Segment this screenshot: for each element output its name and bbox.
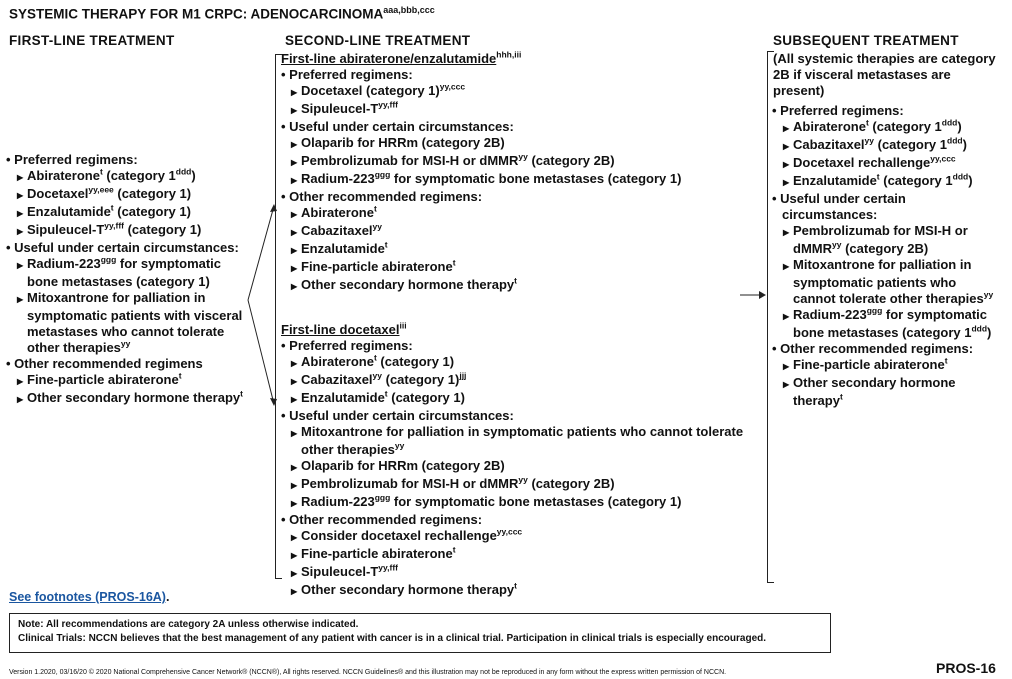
bullet-arrow-icon: ▶ bbox=[291, 551, 298, 560]
doc-other-label: • Other recommended regimens: bbox=[281, 512, 483, 527]
bullet-arrow-icon: ▶ bbox=[17, 209, 24, 218]
note-box bbox=[9, 613, 831, 653]
regimen-item: ▶ Other secondary hormone therapy$^t$ bbox=[281, 277, 751, 295]
subsequent-heading: SUBSEQUENT TREATMENT bbox=[773, 33, 959, 48]
regimen-item: ▶ Olaparib for HRRm (category 2B) bbox=[281, 458, 751, 476]
arrowhead-up bbox=[270, 204, 277, 212]
regimen-item: ▶ Abiraterone$^t$ (category 1) bbox=[281, 354, 751, 372]
bullet-arrow-icon: ▶ bbox=[291, 533, 298, 542]
regimen-item: ▶ Fine-particle abiraterone$^t$ bbox=[6, 372, 246, 390]
bullet-arrow-icon: ▶ bbox=[783, 124, 790, 133]
first-line-column bbox=[6, 152, 246, 408]
regimen-item: ▶ Cabazitaxel$^{yy}$ bbox=[281, 223, 751, 241]
first-other-label: • Other recommended regimens bbox=[6, 356, 203, 371]
regimen-item: ▶ Olaparib for HRRm (category 2B) bbox=[281, 135, 751, 153]
regimen-item: ▶ Sipuleucel-$T^{yy,fff}$ bbox=[281, 564, 751, 582]
note-line-1: Note: All recommendations are category 2A unless otherwise indicated. bbox=[18, 619, 359, 630]
regimen-item: ▶ Radium-$223^{ggg}$ for symptomatic bone metastases (category 1) bbox=[17, 254, 222, 289]
bullet-arrow-icon: ▶ bbox=[291, 210, 298, 219]
arrowhead-right bbox=[759, 291, 766, 299]
regimen-item: ▶ Enzalutamide$^t$ bbox=[281, 241, 751, 259]
subsequent-column bbox=[772, 103, 1000, 409]
regimen-item: ▶ Cabazitaxel$^{yy}$ (category $1^{ddd}$) bbox=[772, 137, 1000, 155]
bullet-arrow-icon: ▶ bbox=[291, 158, 298, 167]
abi-enz-pref-label: • Preferred regimens: bbox=[281, 67, 413, 82]
regimen-item: ▶ Abiraterone$^t$ bbox=[281, 205, 751, 223]
regimen-item: ▶ Mitoxantrone for palliation in symptomatic patients who cannot tolerate other therapies$^{yy}$ bbox=[783, 257, 994, 306]
regimen-item: ▶ Enzalutamide$^t$ (category 1) bbox=[281, 390, 751, 408]
bullet-arrow-icon: ▶ bbox=[17, 395, 24, 404]
regimen-item: ▶ Radium-$223^{ggg}$ for symptomatic bone metastases (category 1) bbox=[281, 494, 751, 512]
abi-enz-useful-label: • Useful under certain circumstances: bbox=[281, 119, 514, 134]
regimen-item: ▶ Cabazitaxel$^{yy}$ (category 1)$^{jjj}$ bbox=[281, 372, 751, 390]
bullet-arrow-icon: ▶ bbox=[783, 142, 790, 151]
regimen-item: ▶ Docetaxel (category 1)$^{yy,ccc}$ bbox=[281, 83, 751, 101]
regimen-item: ▶ Pembrolizumab for MSI-H or dMMR$^{yy}$ (category 2B) bbox=[281, 153, 751, 171]
first-useful-label: • Useful under certain circumstances: bbox=[6, 240, 239, 255]
regimen-item: ▶ Abiraterone$^t$ (category $1^{ddd}$) bbox=[6, 168, 246, 186]
page-title: SYSTEMIC THERAPY FOR M1 CRPC: $ADENOCARCINOMA^{aaa,bbb,ccc}$ bbox=[9, 5, 435, 22]
bullet-arrow-icon: ▶ bbox=[783, 262, 790, 271]
bullet-arrow-icon: ▶ bbox=[291, 499, 298, 508]
arrow-to-docetaxel bbox=[248, 300, 274, 404]
regimen-item: ▶ Docetaxel$^{yy,eee}$ (category 1) bbox=[6, 186, 246, 204]
bullet-arrow-icon: ▶ bbox=[783, 228, 790, 237]
bullet-arrow-icon: ▶ bbox=[291, 569, 298, 578]
regimen-item: ▶ Radium-$223^{ggg}$ for symptomatic bone metastases (category 1) bbox=[281, 171, 751, 189]
bullet-arrow-icon: ▶ bbox=[291, 481, 298, 490]
bullet-arrow-icon: ▶ bbox=[17, 377, 24, 386]
abi-enz-other-label: • Other recommended regimens: bbox=[281, 189, 483, 204]
bullet-arrow-icon: ▶ bbox=[291, 246, 298, 255]
bullet-arrow-icon: ▶ bbox=[291, 395, 298, 404]
bullet-arrow-icon: ▶ bbox=[783, 362, 790, 371]
first-pref-label: • Preferred regimens: bbox=[6, 152, 138, 167]
bullet-arrow-icon: ▶ bbox=[17, 191, 24, 200]
bullet-arrow-icon: ▶ bbox=[291, 359, 298, 368]
regimen-item: ▶ Fine-particle abiraterone$^t$ bbox=[281, 259, 751, 277]
bullet-arrow-icon: ▶ bbox=[17, 227, 24, 236]
regimen-item: ▶ Other secondary hormone therapy$^t$ bbox=[6, 390, 246, 408]
doc-useful-label: • Useful under certain circumstances: bbox=[281, 408, 514, 423]
regimen-item: ▶ Mitoxantrone for palliation in symptomatic patients with visceral metastases who cannot tolerate other therapies$^{yy}$ bbox=[17, 290, 243, 355]
bullet-arrow-icon: ▶ bbox=[291, 264, 298, 273]
doc-pref-label: • Preferred regimens: bbox=[281, 338, 413, 353]
arrow-to-abi-enz bbox=[248, 206, 274, 300]
bullet-arrow-icon: ▶ bbox=[291, 282, 298, 291]
regimen-item: ▶ Enzalutamide$^t$ (category 1) bbox=[6, 204, 246, 222]
bullet-arrow-icon: ▶ bbox=[783, 312, 790, 321]
bullet-arrow-icon: ▶ bbox=[291, 463, 298, 472]
regimen-item: ▶ Pembrolizumab for MSI-H or dMMR$^{yy}$ (category 2B) bbox=[281, 476, 751, 494]
bullet-arrow-icon: ▶ bbox=[291, 429, 298, 438]
sub-pref-label: • Preferred regimens: bbox=[772, 103, 904, 118]
version-line: Version 1.2020, 03/16/20 © 2020 National Comprehensive Cancer Network® (NCCN®), All rights reserved. NCCN Guidelines® and this illustration may not be reproduced in any form without the express written permission of NCCN. bbox=[9, 669, 727, 676]
regimen-item: ▶ Enzalutamide$^t$ (category $1^{ddd}$) bbox=[772, 173, 1000, 191]
subsequent-note: (All systemic therapies are category 2B if visceral metastases are present) bbox=[773, 51, 996, 98]
footnotes-link[interactable]: See footnotes (PROS-16A) bbox=[9, 590, 166, 604]
docetaxel-heading: First-line docetaxel$^{iii}$ bbox=[281, 320, 407, 337]
bullet-arrow-icon: ▶ bbox=[783, 160, 790, 169]
regimen-item: ▶ Pembrolizumab for MSI-H or dMMR$^{yy}$ (category 2B) bbox=[783, 223, 968, 256]
second-line-heading: SECOND-LINE TREATMENT bbox=[285, 33, 471, 48]
bullet-arrow-icon: ▶ bbox=[291, 106, 298, 115]
regimen-item: ▶ Consider docetaxel rechallenge$^{yy,ccc}$ bbox=[281, 528, 751, 546]
regimen-item: ▶ Fine-particle abiraterone$^t$ bbox=[281, 546, 751, 564]
bullet-arrow-icon: ▶ bbox=[17, 261, 24, 270]
bullet-arrow-icon: ▶ bbox=[291, 176, 298, 185]
bullet-arrow-icon: ▶ bbox=[291, 228, 298, 237]
bullet-arrow-icon: ▶ bbox=[291, 587, 298, 596]
regimen-item: ▶ Abiraterone$^t$ (category $1^{ddd}$) bbox=[772, 119, 1000, 137]
bullet-arrow-icon: ▶ bbox=[291, 140, 298, 149]
sub-useful-label: • Useful under certain circumstances: bbox=[772, 191, 906, 222]
arrowhead-down bbox=[270, 398, 277, 406]
bullet-arrow-icon: ▶ bbox=[291, 88, 298, 97]
bullet-arrow-icon: ▶ bbox=[783, 380, 790, 389]
regimen-item: ▶ Mitoxantrone for palliation in symptomatic patients who cannot tolerate other therapies$^{yy}$ bbox=[291, 424, 744, 457]
regimen-item: ▶ Other secondary hormone therapy$^t$ bbox=[783, 375, 956, 408]
bullet-arrow-icon: ▶ bbox=[783, 178, 790, 187]
note-line-2: Clinical Trials: NCCN believes that the best management of any patient with cancer is in a clinical trial. Participation in clinical trials is especially encouraged. bbox=[18, 633, 767, 644]
regimen-item: ▶ Docetaxel rechallenge$^{yy,ccc}$ bbox=[772, 155, 1000, 173]
regimen-item: ▶ Other secondary hormone therapy$^t$ bbox=[281, 582, 751, 600]
sub-other-label: • Other recommended regimens: bbox=[772, 341, 974, 356]
abi-enz-heading: First-line abiraterone/enzalutamide$^{hhh,iii}$ bbox=[281, 49, 522, 66]
footnotes-row: See footnotes (PROS-16A). bbox=[9, 590, 170, 604]
regimen-item: ▶ Radium-$223^{ggg}$ for symptomatic bone metastases (category $1^{ddd}$) bbox=[783, 305, 992, 340]
regimen-item: ▶ Sipuleucel-$T^{yy,fff}$ (category 1) bbox=[6, 222, 246, 240]
regimen-item: ▶ Sipuleucel-$T^{yy,fff}$ bbox=[281, 101, 751, 119]
first-line-heading: FIRST-LINE TREATMENT bbox=[9, 33, 175, 48]
flow-arrows bbox=[240, 190, 780, 420]
regimen-item: ▶ Fine-particle abiraterone$^t$ bbox=[772, 357, 1000, 375]
page-code: PROS-16 bbox=[936, 660, 996, 676]
bullet-arrow-icon: ▶ bbox=[291, 377, 298, 386]
bullet-arrow-icon: ▶ bbox=[17, 173, 24, 182]
bullet-arrow-icon: ▶ bbox=[17, 295, 24, 304]
